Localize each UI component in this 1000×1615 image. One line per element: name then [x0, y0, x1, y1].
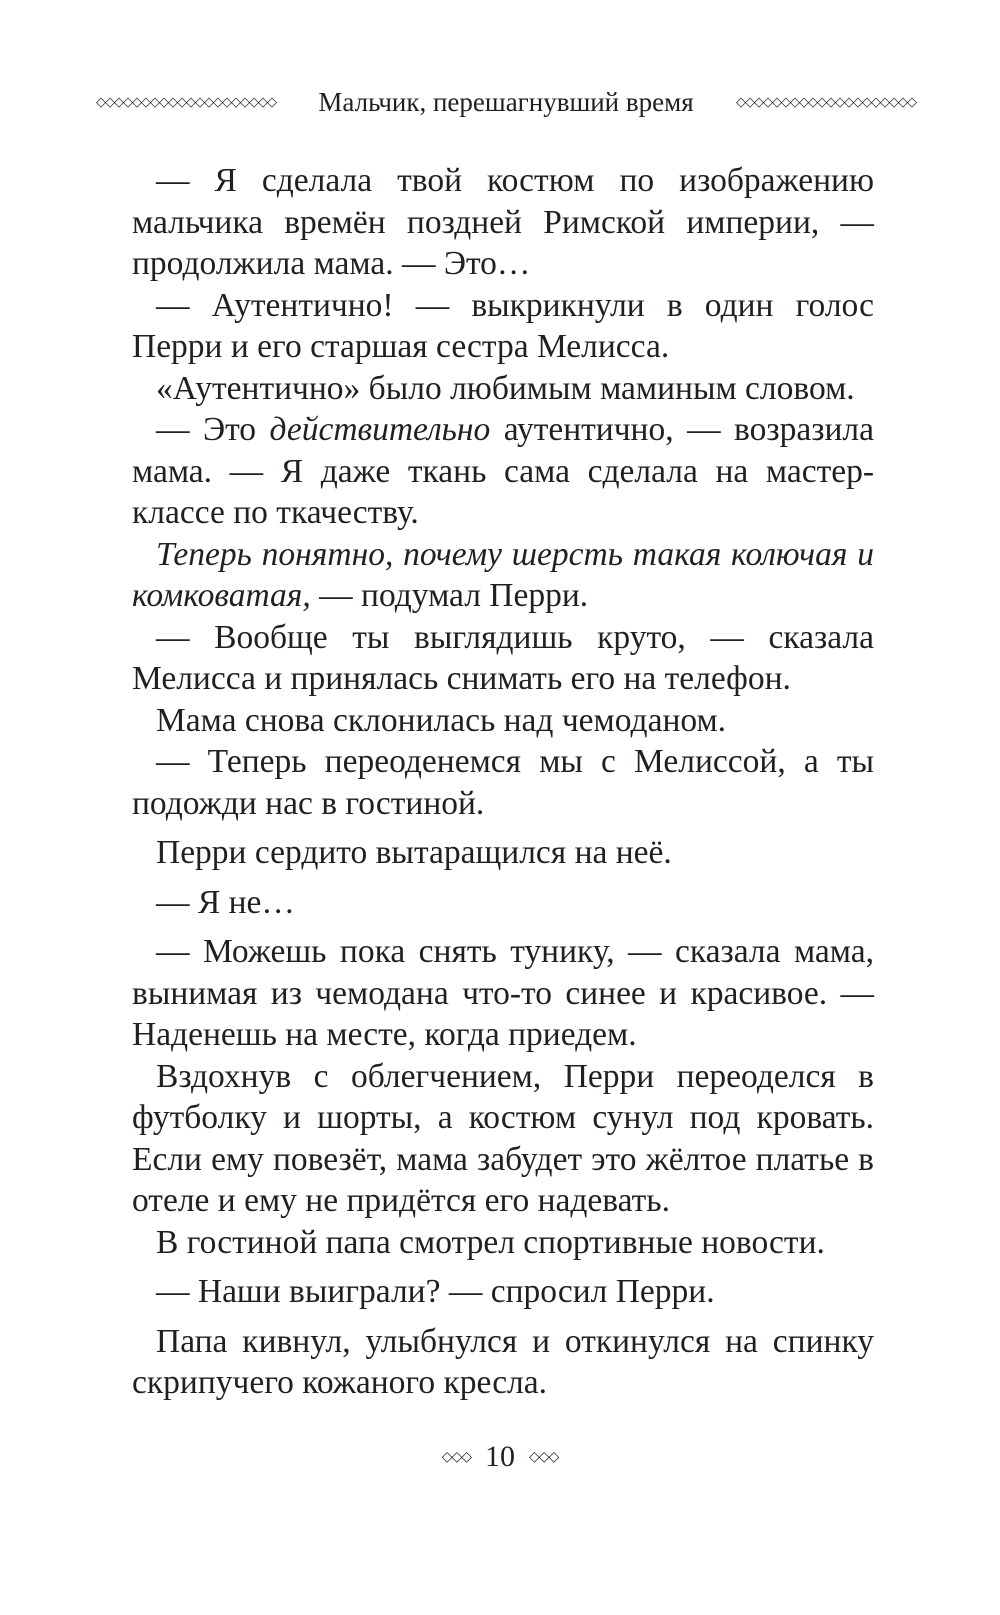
footer-ornament-left: ◇◇◇ [441, 1449, 471, 1465]
text-span: аутентично, — возразила мама. — Я даже ткань сама сделала на мастер-классе по ткачеству. [132, 411, 874, 531]
paragraph: — Вообще ты выглядишь круто, — сказала Мелисса и принялась снимать его на телефон. [132, 618, 874, 697]
text-span: — подумал Перри. [310, 577, 589, 614]
italic-span: Теперь понятно, почему шерсть такая колючая и комковатая, [132, 535, 874, 614]
paragraph: Мама снова склонилась над чемоданом. [156, 701, 727, 739]
italic-span: действительно [269, 411, 491, 448]
footer-ornament-right: ◇◇◇ [529, 1449, 559, 1465]
paragraph: «Аутентично» было любимым маминым словом. [156, 369, 855, 407]
paragraph [132, 534, 874, 617]
paragraph: — Можешь пока снять тунику, — сказала мама, вынимая из чемодана что-то синее и красивое. — Наденешь на месте, когда приедем. [132, 933, 874, 1053]
paragraph: Вздохнув с облегчением, Перри переоделся в футболку и шорты, а костюм сунул под кровать. Если ему повезёт, мама забудет это жёлтое платье в отеле и ему не придётся его надевать. [132, 1057, 874, 1219]
paragraph: — Наши выиграли? — спросил Перри. [156, 1273, 715, 1310]
paragraph: Папа кивнул, улыбнулся и откинулся на спинку скрипучего кожаного кресла. [132, 1322, 874, 1401]
header-ornament-left: ◇◇◇◇◇◇◇◇◇◇◇◇◇◇◇◇◇◇◇◇ [96, 94, 276, 110]
paragraph: — Я сделала твой костюм по изображению мальчика времён поздней Римской империи, — продолжила мама. — Это… [132, 162, 874, 282]
header-ornament-right: ◇◇◇◇◇◇◇◇◇◇◇◇◇◇◇◇◇◇◇◇ [736, 94, 916, 110]
page-footer [0, 1440, 1000, 1474]
paragraph: — Аутентично! — выкрикнули в один голос Перри и его старшая сестра Мелисса. [132, 286, 874, 365]
running-header [96, 82, 916, 122]
paragraph: — Я не… [156, 883, 295, 921]
paragraph: В гостиной папа смотрел спортивные новости. [156, 1223, 825, 1261]
paragraph [132, 409, 874, 534]
paragraph: — Теперь переоденемся мы с Мелиссой, а ты подожди нас в гостиной. [132, 743, 874, 822]
book-title: Мальчик, перешагнувший время [318, 86, 694, 117]
text-span: — Это [156, 411, 270, 448]
page-number: 10 [485, 1440, 515, 1473]
body-text [132, 160, 874, 1404]
paragraph: Перри сердито вытаращился на неё. [156, 834, 672, 871]
